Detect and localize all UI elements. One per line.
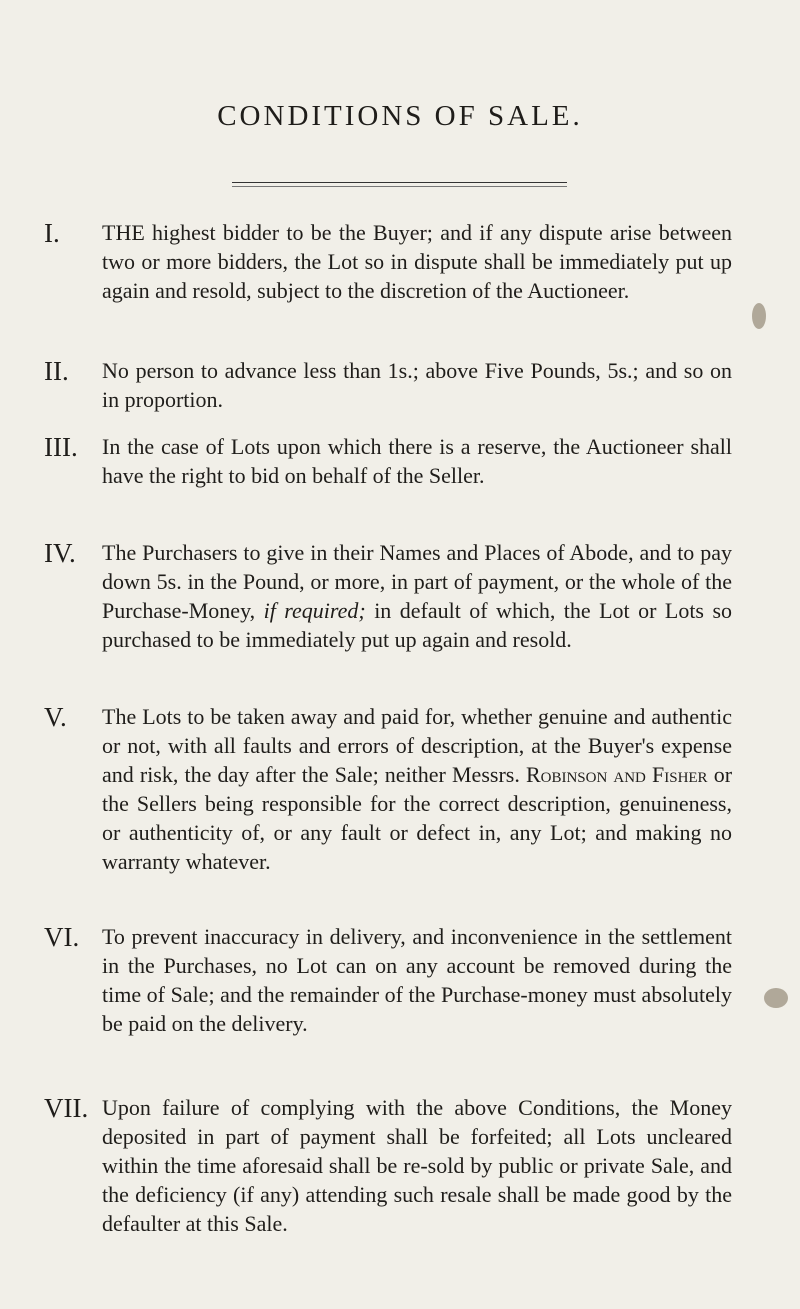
paper-stain — [764, 988, 788, 1008]
page-title: CONDITIONS OF SALE. — [217, 100, 583, 132]
condition-text-part: The Lots to be taken away and paid for, whether genuine and authentic or not, with all faults and errors of description, at the Buyer's expense and risk, the day after the Sale; neither Messrs. — [102, 704, 732, 787]
condition-numeral: I. — [44, 218, 60, 248]
condition-text-part: The Purchasers to give in their Names and Places of Abode, and to pay down 5s. in the Pound, or more, in part of payment, or the whole of the Purchase-Money, — [102, 540, 732, 623]
condition-text-part: or the Sellers being responsible for the correct description, genuineness, or authenticity of, or any fault or defect in, any Lot; and making no warranty whatever. — [102, 762, 733, 874]
condition-numeral: IV. — [44, 538, 76, 568]
condition-text: In the case of Lots upon which there is a reserve, the Auctioneer shall have the right to bid on behalf of the Seller. — [102, 434, 732, 488]
condition-text: No person to advance less than 1s.; above Five Pounds, 5s.; and so on in proportion. — [102, 358, 732, 412]
paper-stain — [752, 303, 766, 329]
condition-text-part: in default of which, the Lot or Lots so purchased to be immediately put up again and resold. — [102, 598, 733, 652]
condition-text-smallcaps: Robinson and Fisher — [525, 762, 708, 787]
condition-numeral: III. — [44, 432, 78, 462]
condition-numeral: VI. — [44, 922, 80, 952]
condition-text: THE highest bidder to be the Buyer; and if any dispute arise between two or more bidders, the Lot so in dispute shall be immediately put up again and resold, subject to the discretion of the Auctioneer. — [102, 220, 732, 303]
condition-numeral: VII. — [44, 1093, 89, 1123]
condition-text-italic: if required; — [263, 598, 366, 623]
condition-numeral: II. — [44, 356, 69, 386]
condition-text: Upon failure of complying with the above Conditions, the Money deposited in part of payment shall be forfeited; all Lots uncleared within the time aforesaid shall be re-sold by public or private Sale, and the deficiency (if any) attending such resale shall be made good by the defaulter at this Sale. — [102, 1095, 732, 1236]
condition-text — [102, 538, 732, 654]
condition-numeral: V. — [44, 702, 67, 732]
condition-text: To prevent inaccuracy in delivery, and inconvenience in the settlement in the Purchases, no Lot can on any account be removed during the time of Sale; and the remainder of the Purchase-money must absolutely be paid on the delivery. — [102, 924, 732, 1036]
condition-text — [102, 702, 732, 876]
title-rule — [232, 182, 567, 187]
